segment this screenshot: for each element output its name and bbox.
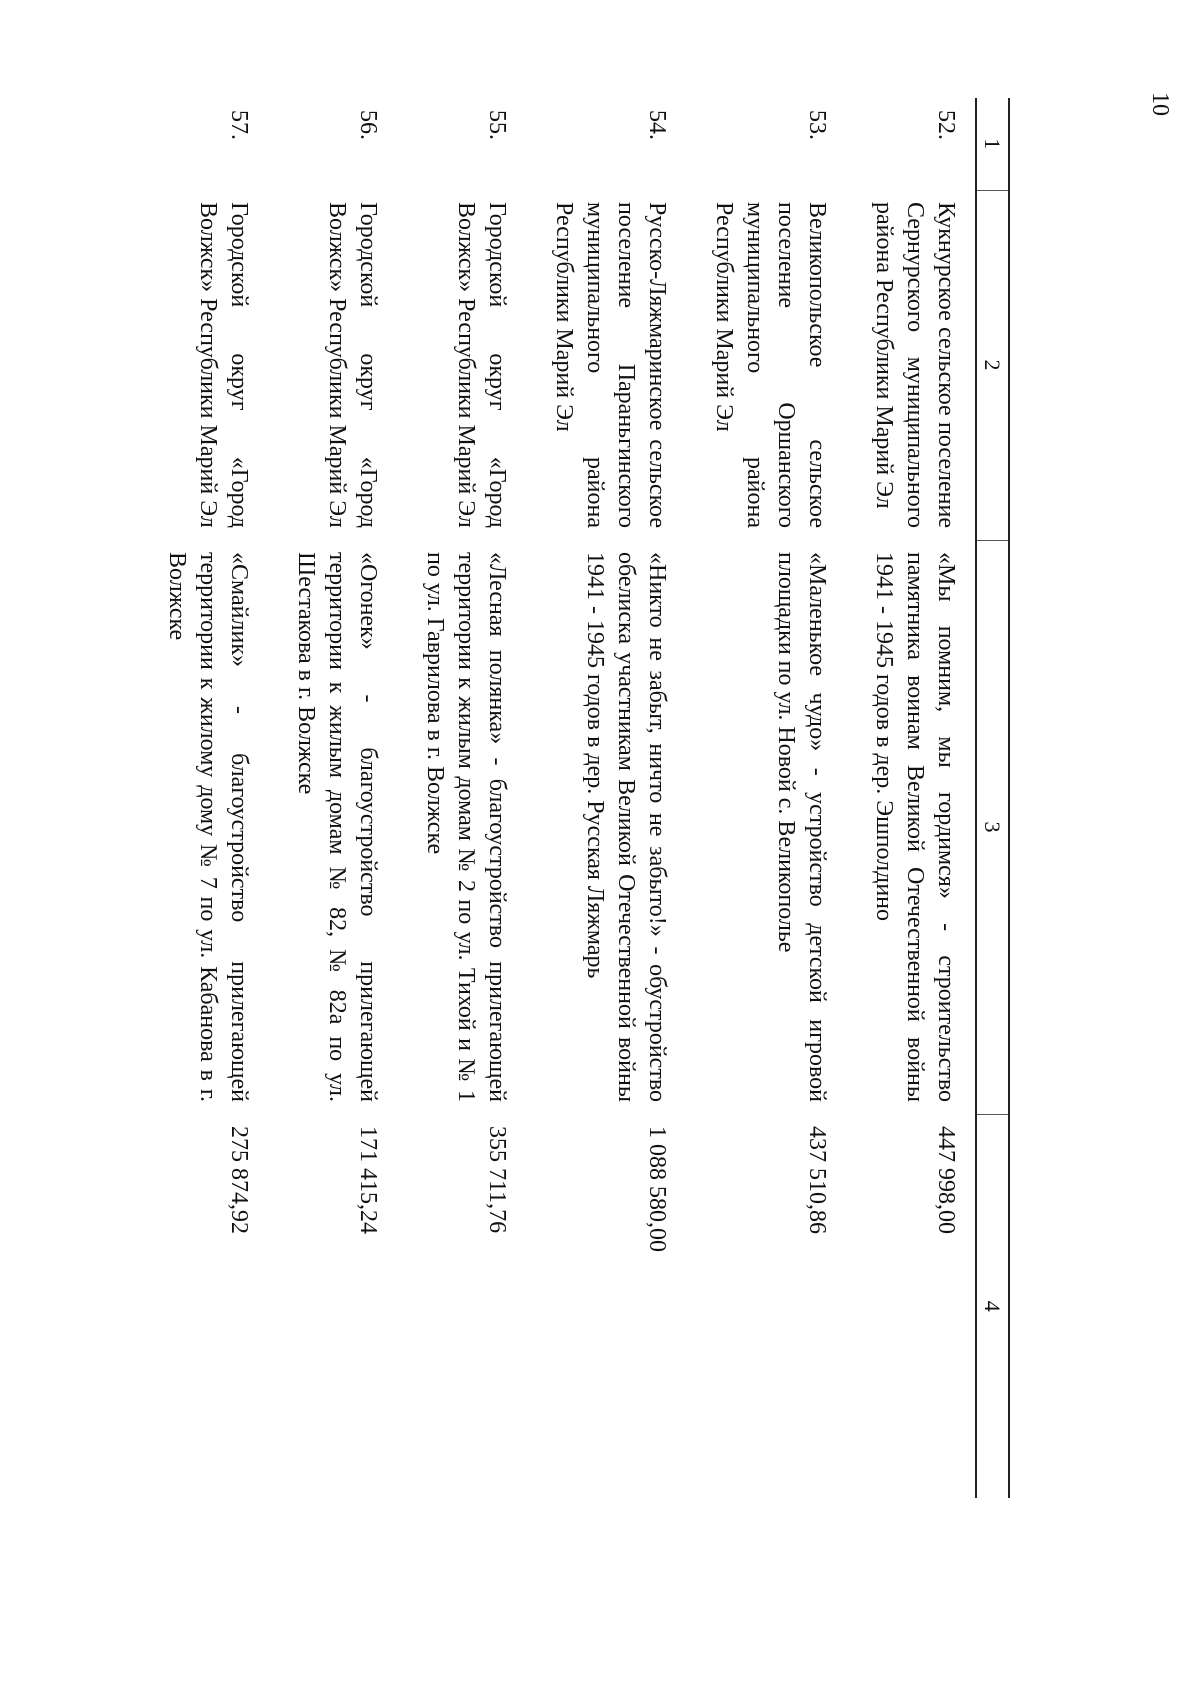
municipality-cell: Городской округ «Город Волжск» Республики Марий Эл [453,202,510,528]
rotated-table-container [164,98,1010,1498]
projects-table [139,98,1010,1498]
page-number: 10 [1147,92,1173,116]
amount-cell: 355 711,76 [484,1126,510,1234]
project-cell: «Огонек» - благоустройство прилегающей территории к жилым домам № 82, № 82а по ул. Шестакова в г. Волжске [293,552,381,1102]
row-number: 52. [933,110,959,140]
row-number: 53. [804,110,830,140]
municipality-cell: Городской округ «Город Волжск» Республики Марий Эл [324,202,381,528]
municipality-cell: Русско-Ляжмаринское сельское поселение Параньгинского муниципального района Республики Марий Эл [551,202,670,528]
table-row [268,98,397,1498]
amount-cell: 437 510,86 [804,1126,830,1234]
project-cell: «Лесная полянка» - благоустройство прилегающей территории к жилым домам № 2 по ул. Тихой и № 1 по ул. Гаврилова в г. Волжске [422,552,510,1102]
amount-cell: 275 874,92 [226,1126,252,1234]
table-body [139,98,976,1498]
table-header [976,98,1009,1498]
header-col-2: 2 [976,190,1009,540]
header-row [976,98,1009,1498]
project-cell: «Никто не забыт, ничто не забыто!» - обустройство обелиска участникам Великой Отечественной войны 1941 - 1945 годов в дер. Русская Ляжмарь [582,552,670,1102]
amount-cell: 171 415,24 [355,1126,381,1234]
row-number: 55. [484,110,510,140]
table-row [846,98,976,1498]
table-row [139,98,268,1498]
header-col-3: 3 [976,540,1009,1114]
header-col-4: 4 [976,1114,1009,1498]
municipality-cell: Кукнурское сельское поселение Сернурского муниципального района Республики Марий Эл [871,202,959,528]
municipality-cell: Великопольское сельское поселение Оршанского муниципального района Республики Марий Эл [711,202,830,528]
project-cell: «Мы помним, мы гордимся» - строительство памятника воинам Великой Отечественной войны 1941 - 1945 годов в дер. Эшполдино [871,552,959,1102]
amount-cell: 1 088 580,00 [644,1126,670,1252]
row-number: 54. [644,110,670,140]
municipality-cell: Городской округ «Город Волжск» Республики Марий Эл [195,202,252,528]
row-number: 57. [226,110,252,140]
row-number: 56. [355,110,381,140]
table-row [397,98,526,1498]
project-cell: «Маленькое чудо» - устройство детской игровой площадки по ул. Новой с. Великополье [773,552,830,1102]
table-row [686,98,846,1498]
project-cell: «Смайлик» - благоустройство прилегающей территории к жилому дому № 7 по ул. Кабанова в г. Волжске [164,552,252,1102]
header-col-1: 1 [976,98,1009,190]
table-row [526,98,686,1498]
amount-cell: 447 998,00 [933,1126,959,1234]
